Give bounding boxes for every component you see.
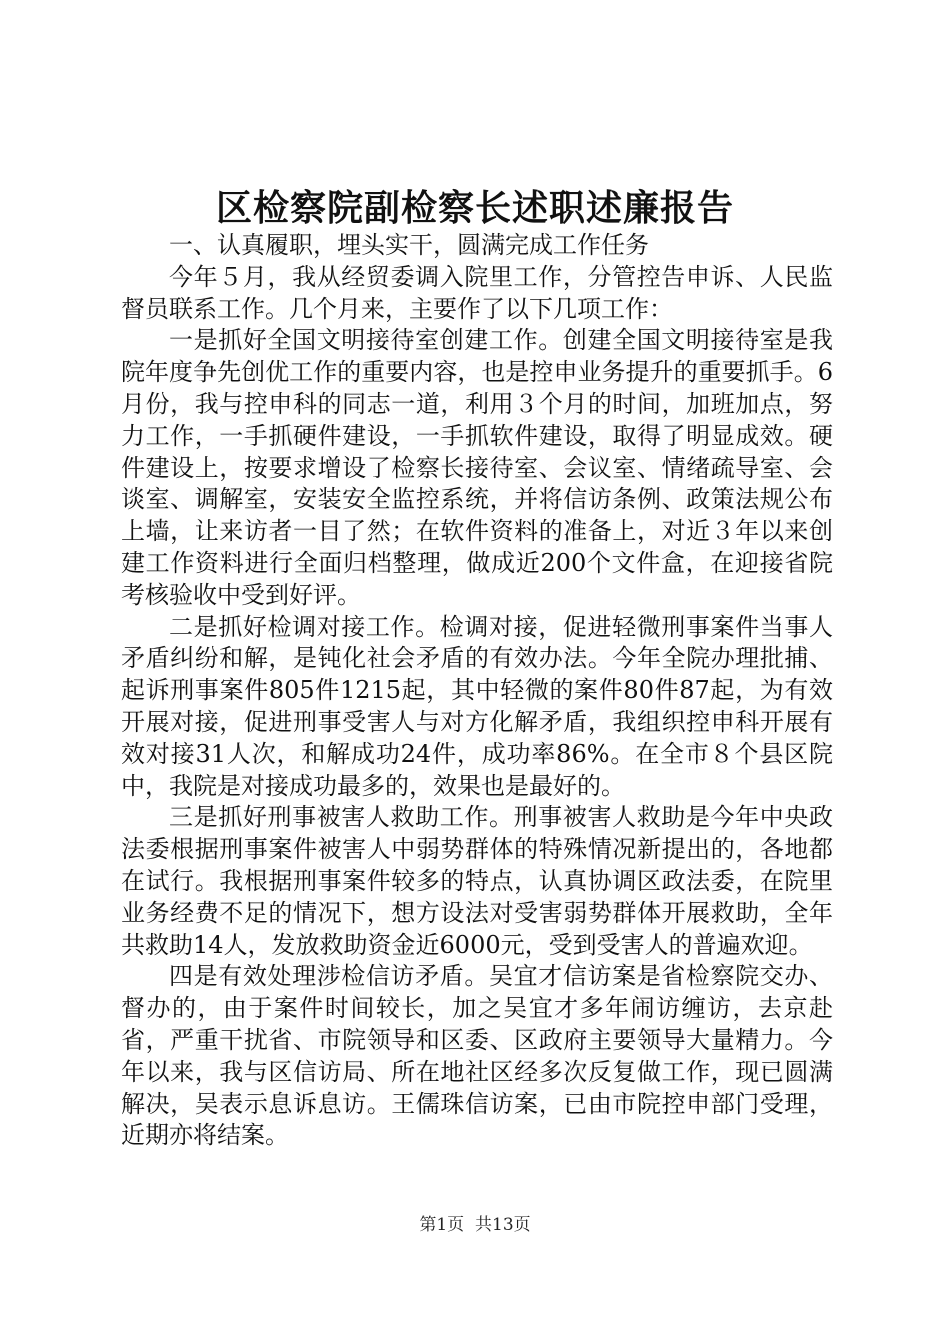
paragraph-intro: 今年５月，我从经贸委调入院里工作，分管控告申诉、人民监督员联系工作。几个月来，主要作了以下几项工作： bbox=[121, 262, 833, 323]
document-body bbox=[121, 230, 833, 1152]
paragraph-item-1: 一是抓好全国文明接待室创建工作。创建全国文明接待室是我院年度争先创优工作的重要内容，也是控申业务提升的重要抓手。6月份，我与控申科的同志一道，利用３个月的时间，加班加点，努力工作，一手抓硬件建设，一手抓软件建设，取得了明显成效。硬件建设上，按要求增设了检察长接待室、会议室、情绪疏导室、会谈室、调解室，安装安全监控系统，并将信访条例、政策法规公布上墙，让来访者一目了然；在软件资料的准备上，对近３年以来创建工作资料进行全面归档整理，做成近200个文件盒，在迎接省院考核验收中受到好评。 bbox=[121, 326, 833, 609]
section-heading: 一、认真履职，埋头实干，圆满完成工作任务 bbox=[169, 231, 649, 259]
paragraph-item-2: 二是抓好检调对接工作。检调对接，促进轻微刑事案件当事人矛盾纠纷和解，是钝化社会矛盾的有效办法。今年全院办理批捕、起诉刑事案件805件1215起，其中轻微的案件80件87起，为有效开展对接，促进刑事受害人与对方化解矛盾，我组织控申科开展有效对接31人次，和解成功24件，成功率86%。在全市８个县区院中，我院是对接成功最多的，效果也是最好的。 bbox=[121, 612, 833, 800]
paragraph-item-4: 四是有效处理涉检信访矛盾。吴宜才信访案是省检察院交办、督办的，由于案件时间较长，加之吴宜才多年闹访缠访，去京赴省，严重干扰省、市院领导和区委、区政府主要领导大量精力。今年以来，我与区信访局、所在地社区经多次反复做工作，现已圆满解决，吴表示息诉息访。王儒珠信访案，已由市院控申部门受理，近期亦将结案。 bbox=[121, 962, 833, 1150]
page-footer bbox=[0, 1213, 950, 1237]
page-total: 共13页 bbox=[475, 1215, 531, 1235]
paragraph-item-3: 三是抓好刑事被害人救助工作。刑事被害人救助是今年中央政法委根据刑事案件被害人中弱势群体的特殊情况新提出的，各地都在试行。我根据刑事案件较多的特点，认真协调区政法委，在院里业务经费不足的情况下，想方设法对受害弱势群体开展救助，全年共救助14人，发放救助资金近6000元，受到受害人的普遍欢迎。 bbox=[121, 803, 833, 959]
page-number: 第1页 bbox=[419, 1215, 465, 1235]
document-title: 区检察院副检察长述职述廉报告 bbox=[215, 187, 734, 229]
